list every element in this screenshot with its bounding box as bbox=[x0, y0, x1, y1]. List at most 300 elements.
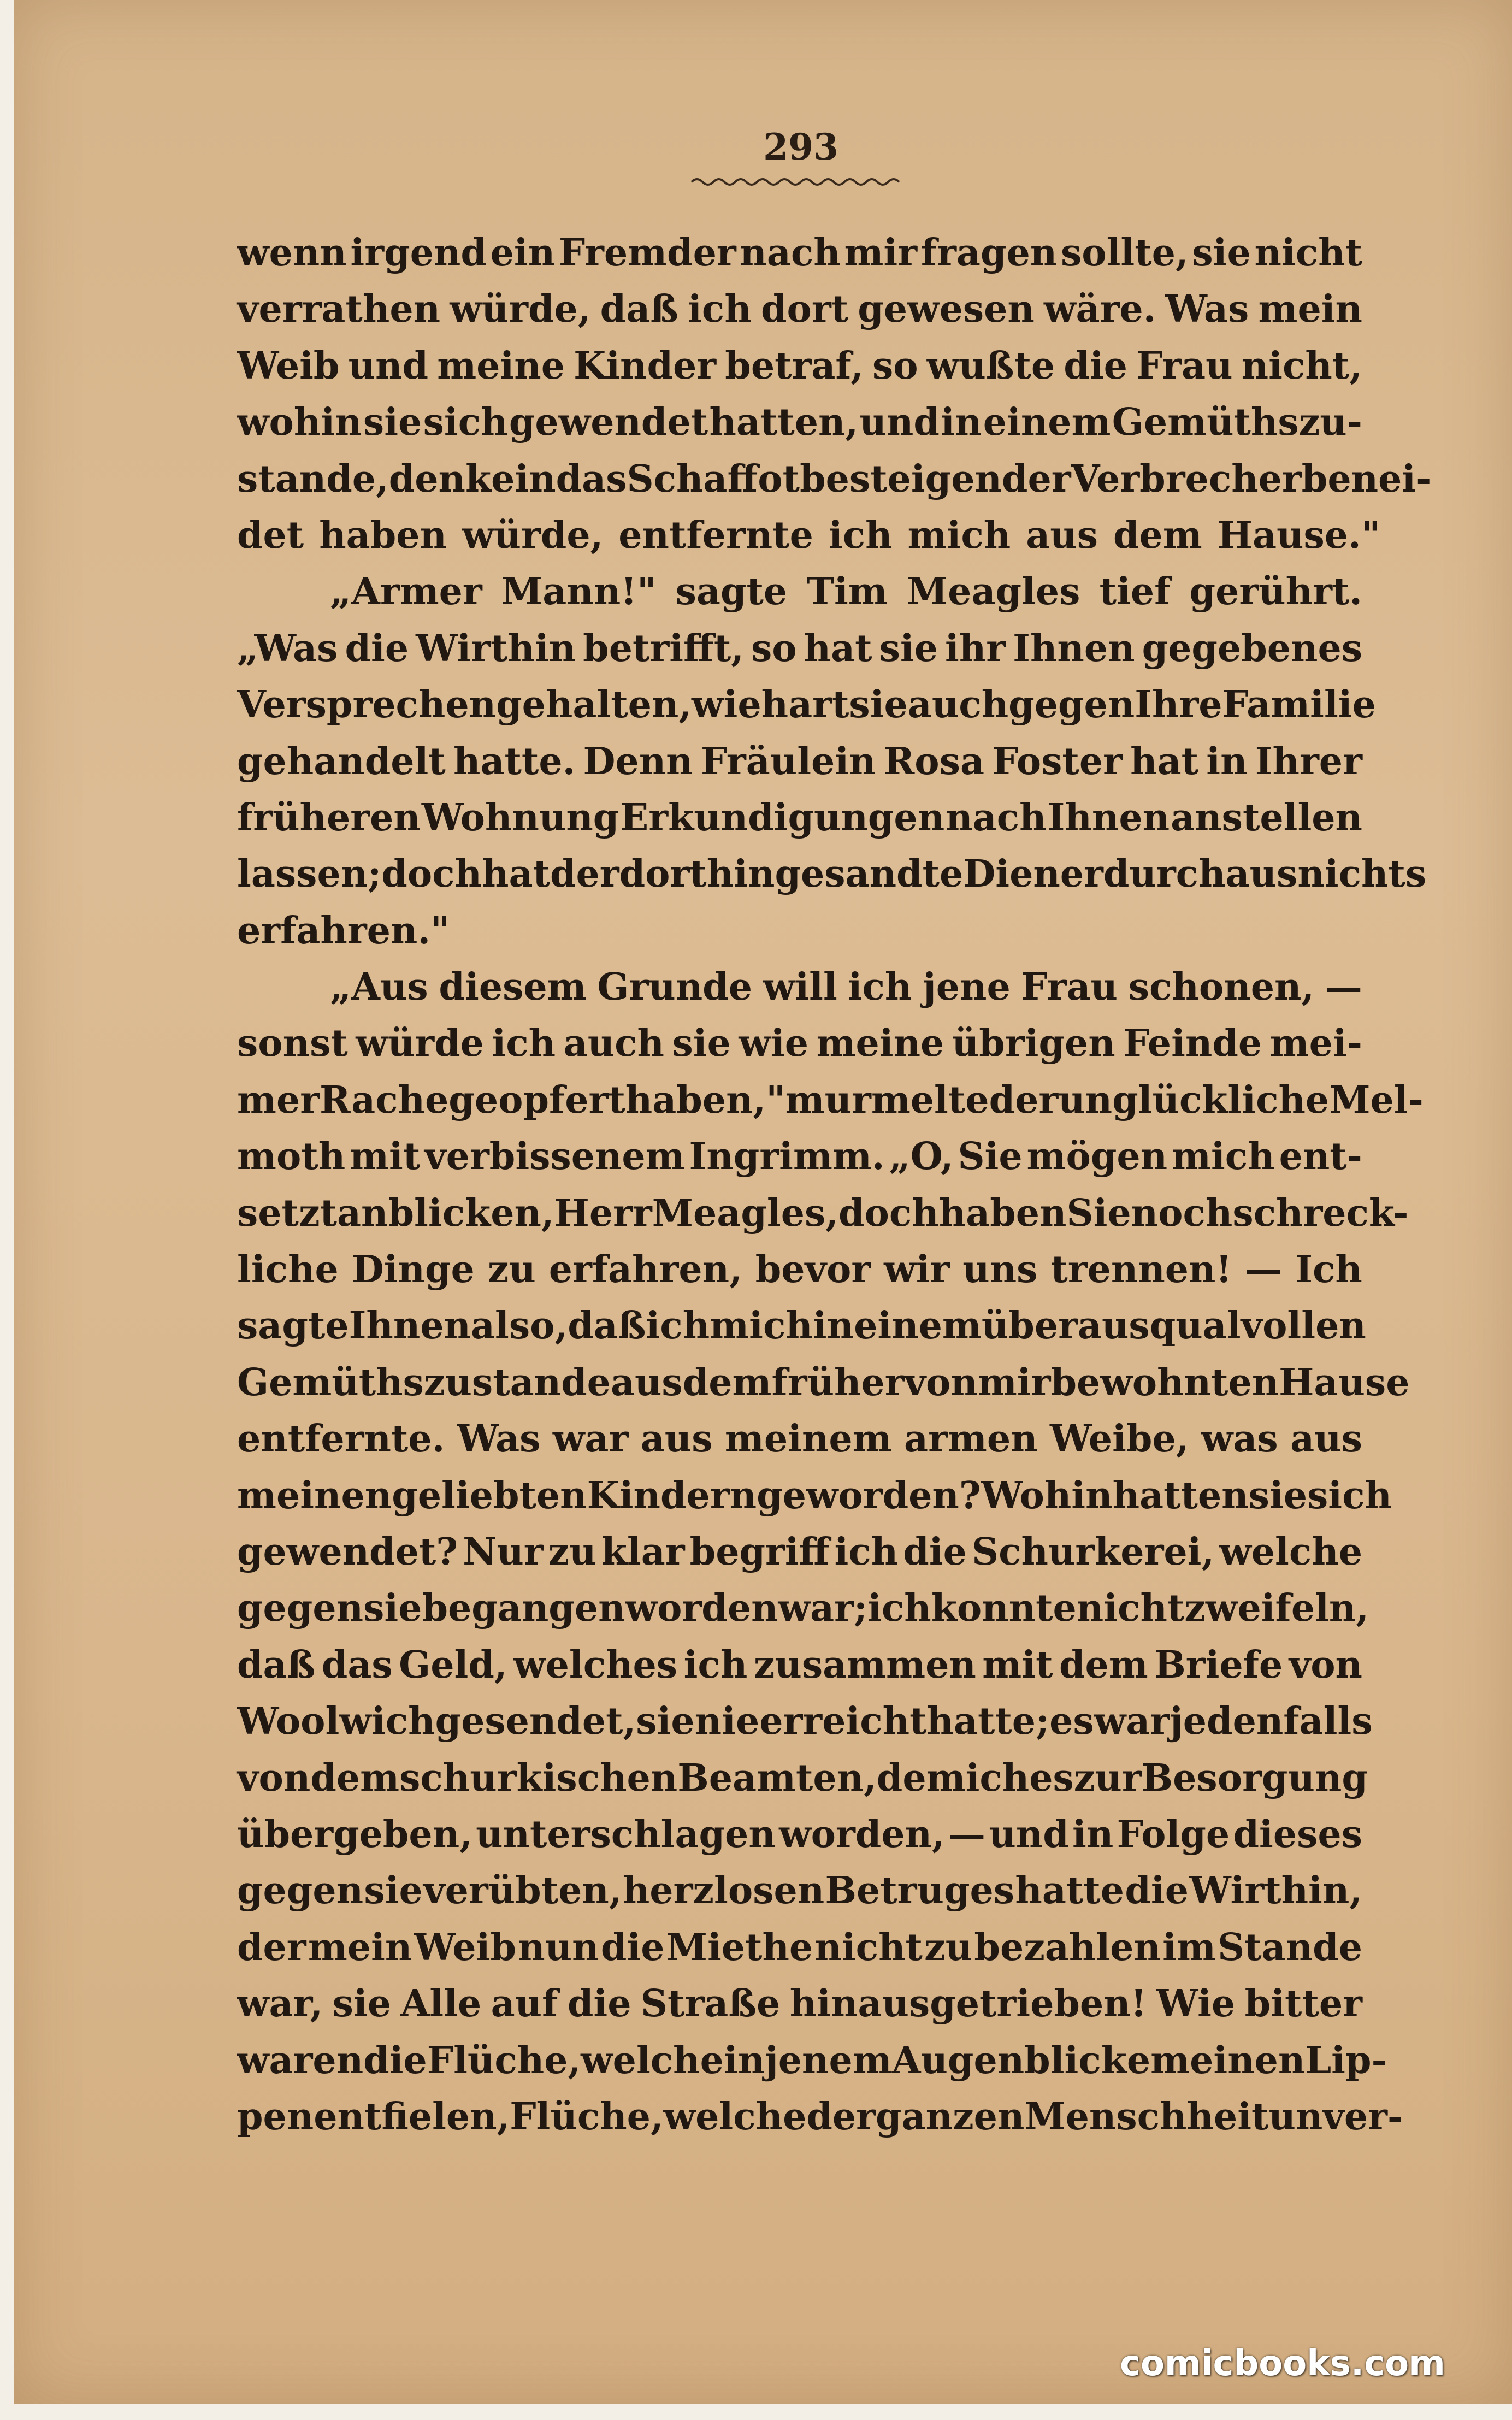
word: worden, bbox=[779, 1812, 945, 1856]
word: ich bbox=[688, 287, 752, 332]
word: ich bbox=[834, 1530, 899, 1574]
word: ganzen bbox=[876, 2094, 1025, 2139]
word: waren bbox=[237, 2038, 364, 2082]
word: wir bbox=[884, 1248, 950, 1292]
word: ihr bbox=[945, 626, 1006, 670]
word: Meagles, bbox=[652, 1191, 838, 1235]
word: ich bbox=[848, 965, 912, 1010]
word: verrathen bbox=[237, 287, 441, 332]
word: sich bbox=[1307, 1473, 1392, 1518]
word: wohin bbox=[237, 400, 362, 445]
word: war bbox=[552, 1417, 629, 1461]
word: früher bbox=[771, 1360, 905, 1404]
word: nicht bbox=[814, 1925, 923, 1969]
word: bitter bbox=[1244, 1982, 1362, 2026]
word: Fremder bbox=[558, 231, 736, 275]
word: von bbox=[1289, 1643, 1362, 1687]
word: geworden? bbox=[757, 1473, 981, 1518]
text-line bbox=[237, 1693, 1373, 1750]
word: der bbox=[237, 1925, 306, 1969]
word: dem bbox=[1059, 1643, 1148, 1687]
word: meine bbox=[816, 1022, 944, 1066]
text-line bbox=[237, 1863, 1362, 1919]
word: Geld, bbox=[399, 1643, 507, 1687]
word: Wirthin bbox=[416, 626, 576, 670]
word: der bbox=[806, 2094, 876, 2139]
word: diesem bbox=[439, 965, 587, 1010]
word: wäre. bbox=[1044, 287, 1156, 332]
word: Menschheit bbox=[1024, 2094, 1269, 2139]
word: Mann!" bbox=[501, 570, 657, 614]
word: übrigen bbox=[952, 1022, 1115, 1066]
word: dorthin bbox=[619, 852, 775, 896]
word: Verbrecher bbox=[1071, 457, 1302, 501]
word: unver- bbox=[1268, 2094, 1403, 2139]
word: von bbox=[237, 1756, 311, 1800]
watermark: comicbooks.com bbox=[1120, 2344, 1445, 2384]
word: in bbox=[812, 1304, 854, 1348]
word: hatte. bbox=[453, 739, 576, 783]
word: mein bbox=[308, 1925, 412, 1969]
word: so bbox=[751, 626, 797, 670]
word: auch bbox=[907, 683, 1009, 727]
word: zusammen bbox=[753, 1643, 976, 1687]
text-line bbox=[237, 1468, 1392, 1524]
word: bewohnten bbox=[1050, 1360, 1279, 1404]
word: uns bbox=[962, 1248, 1038, 1292]
word: gehalten, bbox=[496, 683, 692, 727]
word: bevor bbox=[755, 1248, 871, 1292]
word: welche bbox=[581, 2038, 724, 2082]
word: Denn bbox=[583, 739, 693, 783]
word: war; bbox=[778, 1586, 868, 1631]
word: Alle bbox=[400, 1982, 482, 2026]
word: zur bbox=[1073, 1756, 1142, 1800]
text-line bbox=[237, 903, 1362, 959]
word: Straße bbox=[640, 1982, 781, 2026]
word: Ihre bbox=[1135, 683, 1222, 727]
word: entfernte bbox=[618, 513, 813, 557]
word: Frau bbox=[1136, 344, 1233, 388]
word: in bbox=[1206, 739, 1248, 783]
word: würde bbox=[356, 1022, 484, 1066]
word: — bbox=[1245, 1248, 1283, 1292]
word: ich bbox=[492, 1022, 556, 1066]
word: Besorgung bbox=[1141, 1756, 1368, 1800]
word: Diener bbox=[963, 852, 1103, 896]
page-number: 293 bbox=[763, 126, 838, 168]
word: sie bbox=[364, 1869, 423, 1913]
word: daß bbox=[568, 1304, 646, 1348]
text-line bbox=[237, 790, 1362, 846]
word: die bbox=[567, 1982, 631, 2026]
word: schreck- bbox=[1232, 1191, 1409, 1235]
word: Wie bbox=[1156, 1982, 1236, 2026]
text-line bbox=[237, 564, 1362, 620]
word: schurkischen bbox=[399, 1756, 678, 1800]
word: ich bbox=[965, 1756, 1030, 1800]
word: gesendet, bbox=[435, 1699, 636, 1744]
word: Dinge bbox=[351, 1248, 475, 1292]
text-line bbox=[237, 677, 1376, 733]
word: stande, bbox=[237, 457, 389, 501]
word: aus bbox=[1290, 1417, 1362, 1461]
word: irgend bbox=[350, 231, 487, 275]
word: — bbox=[948, 1812, 986, 1856]
word: „O, bbox=[889, 1135, 954, 1179]
word: Miethe bbox=[666, 1925, 813, 1969]
word: sie bbox=[672, 1022, 731, 1066]
word: det bbox=[237, 513, 304, 557]
word: mei- bbox=[1269, 1022, 1362, 1066]
word: aus bbox=[610, 1360, 683, 1404]
word: gewesen bbox=[858, 287, 1035, 332]
word: nun bbox=[518, 1925, 599, 1969]
word: unglückliche bbox=[1058, 1078, 1330, 1122]
word: geliebten bbox=[392, 1473, 587, 1518]
word: moth bbox=[237, 1135, 346, 1179]
word: Schaffot bbox=[627, 457, 800, 501]
text-line bbox=[237, 959, 1362, 1016]
word: durchaus bbox=[1103, 852, 1298, 896]
word: sie bbox=[1248, 1473, 1307, 1518]
word: ich bbox=[683, 1643, 748, 1687]
word: haben," bbox=[625, 1078, 785, 1122]
word: gewendet? bbox=[237, 1530, 458, 1574]
word: Augenblicke bbox=[891, 2038, 1151, 2082]
word: Ingrimm. bbox=[689, 1135, 885, 1179]
text-line bbox=[237, 621, 1362, 677]
word: war bbox=[1094, 1699, 1170, 1744]
word: zweifeln, bbox=[1184, 1586, 1369, 1631]
word: armen bbox=[904, 1417, 1038, 1461]
word: sagte bbox=[237, 1304, 349, 1348]
word: hat bbox=[1130, 739, 1199, 783]
word: mich bbox=[710, 1304, 813, 1348]
word: früheren bbox=[237, 795, 421, 840]
word: sie bbox=[636, 1699, 695, 1744]
word: mer bbox=[237, 1078, 320, 1122]
word: mir bbox=[844, 231, 918, 275]
word: überaus bbox=[981, 1304, 1150, 1348]
word: anblicken, bbox=[336, 1191, 554, 1235]
word: Woolwich bbox=[237, 1699, 435, 1744]
word: und bbox=[859, 400, 940, 445]
word: Stande bbox=[1218, 1925, 1362, 1969]
text-line bbox=[237, 1637, 1362, 1693]
word: sonst bbox=[237, 1022, 348, 1066]
word: wußte bbox=[926, 344, 1055, 388]
word: daß bbox=[237, 1643, 316, 1687]
text-line bbox=[237, 1242, 1362, 1298]
word: gewendet bbox=[509, 400, 708, 445]
text-line bbox=[237, 1129, 1362, 1185]
text-line bbox=[237, 2033, 1387, 2089]
word: hart bbox=[761, 683, 849, 727]
word: die bbox=[903, 1530, 967, 1574]
word: Gemüthszustande bbox=[237, 1360, 611, 1404]
word: erfahren, bbox=[548, 1248, 742, 1292]
word: Briefe bbox=[1154, 1643, 1283, 1687]
word: Frau bbox=[1021, 965, 1118, 1010]
word: die bbox=[600, 1925, 665, 1969]
word: Familie bbox=[1222, 683, 1376, 727]
word: es bbox=[1049, 1699, 1094, 1744]
word: der bbox=[989, 1078, 1059, 1122]
word: Erkundigungen bbox=[620, 795, 945, 840]
text-line bbox=[237, 1016, 1362, 1072]
word: meinen bbox=[1150, 2038, 1306, 2082]
word: aus bbox=[640, 1417, 713, 1461]
word: nie bbox=[694, 1699, 760, 1744]
word: gegebenes bbox=[1142, 626, 1362, 670]
word: doch bbox=[838, 1191, 939, 1235]
word: doch bbox=[381, 852, 482, 896]
word: jenem bbox=[765, 2038, 892, 2082]
word: nichts bbox=[1297, 852, 1427, 896]
text-line bbox=[237, 451, 1432, 507]
text-line bbox=[237, 1185, 1409, 1242]
word: mir bbox=[977, 1360, 1051, 1404]
word: das bbox=[321, 1643, 393, 1687]
text-line bbox=[237, 1920, 1362, 1976]
word: die bbox=[1064, 344, 1127, 388]
word: jene bbox=[923, 965, 1011, 1010]
word: gegen bbox=[1008, 683, 1135, 727]
word: gegen bbox=[237, 1586, 364, 1631]
word: begriff bbox=[689, 1530, 830, 1574]
word: sollte, bbox=[1060, 231, 1189, 275]
word: und bbox=[989, 1812, 1069, 1856]
word: Wirthin, bbox=[1189, 1869, 1362, 1913]
word: erfahren." bbox=[237, 908, 450, 953]
word: pen bbox=[237, 2094, 314, 2139]
text-line bbox=[237, 225, 1362, 281]
word: Betruges bbox=[825, 1869, 1015, 1913]
text-line bbox=[237, 734, 1362, 790]
word: übergeben, bbox=[237, 1812, 472, 1856]
word: den bbox=[388, 457, 465, 501]
word: welche bbox=[663, 2094, 807, 2139]
word: ich bbox=[828, 513, 893, 557]
word: dieses bbox=[1233, 1812, 1362, 1856]
text-line bbox=[237, 394, 1362, 451]
word: zu bbox=[487, 1248, 536, 1292]
word: murmelte bbox=[785, 1078, 989, 1122]
word: noch bbox=[1131, 1191, 1233, 1235]
word: meinem bbox=[724, 1417, 892, 1461]
word: wenn bbox=[237, 231, 347, 275]
text-line bbox=[237, 1580, 1369, 1637]
text-line bbox=[237, 1807, 1362, 1863]
word: würde, bbox=[450, 287, 591, 332]
word: Ihnen bbox=[1047, 795, 1170, 840]
text-line bbox=[237, 281, 1362, 338]
word: verübten, bbox=[423, 1869, 622, 1913]
word: mögen bbox=[1026, 1135, 1168, 1179]
word: schonen, bbox=[1128, 965, 1315, 1010]
word: Foster bbox=[992, 739, 1123, 783]
book-page bbox=[14, 0, 1512, 2404]
word: Was bbox=[457, 1417, 541, 1461]
word: und bbox=[348, 344, 429, 388]
word: von bbox=[904, 1360, 978, 1404]
word: verbissenem bbox=[424, 1135, 685, 1179]
word: gehandelt bbox=[237, 739, 446, 783]
word: benei- bbox=[1301, 457, 1432, 501]
word: sie bbox=[849, 683, 908, 727]
word: erreicht bbox=[759, 1699, 927, 1744]
word: dem bbox=[876, 1756, 966, 1800]
word: dem bbox=[682, 1360, 772, 1404]
word: dem bbox=[310, 1756, 400, 1800]
text-line bbox=[237, 1298, 1366, 1354]
word: besteigender bbox=[800, 457, 1071, 501]
text-line bbox=[237, 1355, 1410, 1411]
word: so bbox=[872, 344, 918, 388]
word: nach bbox=[740, 231, 841, 275]
word: Nur bbox=[463, 1530, 544, 1574]
word: betraf, bbox=[725, 344, 864, 388]
word: auf bbox=[491, 1982, 558, 2026]
word: tief bbox=[1099, 570, 1171, 614]
word: Gemüthszu- bbox=[1112, 400, 1362, 445]
word: Wohin bbox=[981, 1473, 1113, 1518]
word: anstellen bbox=[1171, 795, 1362, 840]
word: würde, bbox=[462, 513, 604, 557]
body-text bbox=[237, 225, 1432, 2145]
word: klar bbox=[601, 1530, 685, 1574]
word: welche bbox=[1219, 1530, 1362, 1574]
word: hatte bbox=[1015, 1869, 1124, 1913]
word: konnte bbox=[931, 1586, 1077, 1631]
word: hinausgetrieben! bbox=[789, 1982, 1147, 2026]
word: ein bbox=[490, 231, 556, 275]
text-line bbox=[237, 1750, 1368, 1807]
word: mich bbox=[907, 513, 1011, 557]
text-line bbox=[237, 338, 1362, 394]
word: entfernte. bbox=[237, 1417, 445, 1461]
text-line bbox=[237, 2089, 1403, 2145]
word: begangen bbox=[422, 1586, 625, 1631]
word: kein bbox=[465, 457, 556, 501]
word: auch bbox=[563, 1022, 664, 1066]
word: Lip- bbox=[1305, 2038, 1387, 2082]
word: im bbox=[1162, 1925, 1216, 1969]
word: Ihnen bbox=[1013, 626, 1135, 670]
word: Wohnung bbox=[421, 795, 619, 840]
word: nicht, bbox=[1241, 344, 1362, 388]
word: in bbox=[941, 400, 982, 445]
word: sie bbox=[363, 1586, 422, 1631]
word: ent- bbox=[1279, 1135, 1362, 1179]
word: „Armer bbox=[330, 570, 482, 614]
word: lassen; bbox=[237, 852, 382, 896]
word: welches bbox=[513, 1643, 678, 1687]
word: Kindern bbox=[587, 1473, 757, 1518]
word: Schurkerei, bbox=[971, 1530, 1215, 1574]
word: der bbox=[550, 852, 619, 896]
word: Flüche, bbox=[427, 2038, 581, 2082]
text-line bbox=[237, 507, 1381, 564]
word: einem bbox=[854, 1304, 982, 1348]
word: sie bbox=[879, 626, 938, 670]
word: dem bbox=[1113, 513, 1202, 557]
word: daß bbox=[600, 287, 678, 332]
word: also, bbox=[470, 1304, 568, 1348]
word: wie bbox=[692, 683, 761, 727]
word: worden bbox=[625, 1586, 778, 1631]
word: Ihnen bbox=[349, 1304, 471, 1348]
word: Tim bbox=[806, 570, 888, 614]
word: trennen! bbox=[1050, 1248, 1232, 1292]
page-number-ornament bbox=[686, 174, 905, 190]
word: Hause." bbox=[1217, 513, 1381, 557]
word: „Was bbox=[237, 626, 338, 670]
word: setzt bbox=[237, 1191, 337, 1235]
word: was bbox=[1201, 1417, 1278, 1461]
word: sagte bbox=[675, 570, 788, 614]
word: das bbox=[556, 457, 627, 501]
word: ich bbox=[867, 1586, 931, 1631]
word: mit bbox=[350, 1135, 421, 1179]
word: sich bbox=[423, 400, 508, 445]
word: meinen bbox=[237, 1473, 392, 1518]
word: mit bbox=[982, 1643, 1053, 1687]
word: Herr bbox=[554, 1191, 652, 1235]
word: wie bbox=[739, 1022, 809, 1066]
word: hatte; bbox=[926, 1699, 1050, 1744]
word: gegen bbox=[237, 1869, 364, 1913]
text-line bbox=[237, 1976, 1362, 2032]
text-line bbox=[237, 1072, 1424, 1129]
word: Folge bbox=[1117, 1812, 1230, 1856]
word: aus bbox=[1026, 513, 1098, 557]
word: Sie bbox=[958, 1135, 1023, 1179]
word: mein bbox=[1258, 287, 1362, 332]
word: nicht bbox=[1076, 1586, 1185, 1631]
word: Kinder bbox=[574, 344, 717, 388]
word: jedenfalls bbox=[1170, 1699, 1373, 1744]
word: Weib bbox=[414, 1925, 517, 1969]
text-line bbox=[237, 1411, 1362, 1467]
word: hatten, bbox=[709, 400, 859, 445]
word: Beamten, bbox=[677, 1756, 877, 1800]
word: herzlosen bbox=[622, 1869, 825, 1913]
word: zu bbox=[924, 1925, 973, 1969]
word: Ich bbox=[1295, 1248, 1362, 1292]
word: Flüche, bbox=[510, 2094, 664, 2139]
word: nicht bbox=[1254, 231, 1362, 275]
word: in bbox=[1072, 1812, 1114, 1856]
word: Meagles bbox=[906, 570, 1080, 614]
word: Grunde bbox=[597, 965, 752, 1010]
word: Hause bbox=[1279, 1360, 1410, 1404]
word: hat bbox=[482, 852, 550, 896]
word: — bbox=[1325, 965, 1362, 1010]
word: die bbox=[345, 626, 409, 670]
word: liche bbox=[237, 1248, 339, 1292]
word: war, bbox=[237, 1982, 323, 2026]
word: ich bbox=[646, 1304, 710, 1348]
word: nach bbox=[946, 795, 1047, 840]
text-line bbox=[237, 1524, 1362, 1580]
word: entfielen, bbox=[314, 2094, 510, 2139]
word: in bbox=[723, 2038, 765, 2082]
word: haben bbox=[319, 513, 447, 557]
word: einem bbox=[983, 400, 1111, 445]
word: hatten bbox=[1112, 1473, 1249, 1518]
